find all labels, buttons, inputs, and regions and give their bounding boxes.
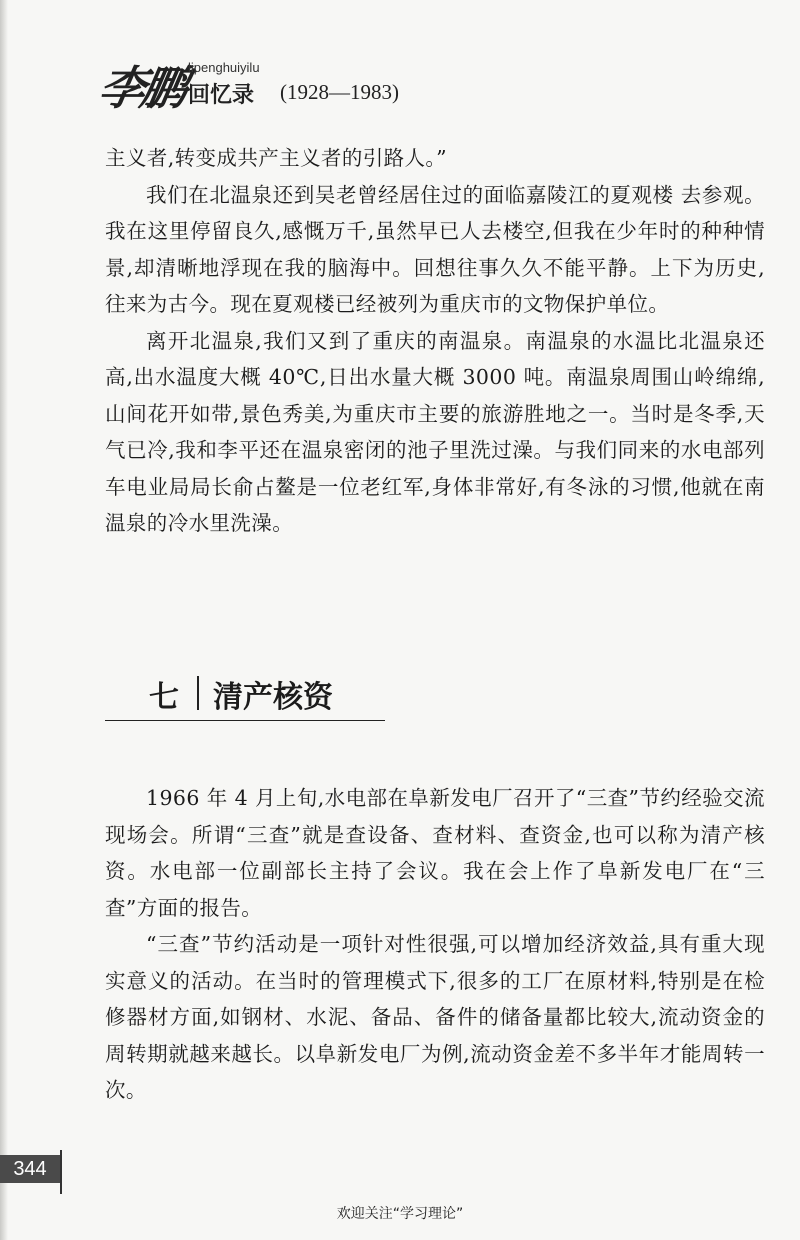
- header-subtitle: 回忆录: [188, 83, 255, 108]
- header-years: (1928—1983): [280, 80, 399, 104]
- section-title: 清产核资: [213, 680, 333, 715]
- page-number: 344: [0, 1155, 60, 1183]
- paragraph: 我们在北温泉还到吴老曾经居住过的面临嘉陵江的夏观楼 去参观。我在这里停留良久,感慨万千,虽然早已人去楼空,但我在少年时的种种情景,却清晰地浮现在我的脑海中。回想往事久久不能平静。上下为历史,往来为古今。现在夏观楼已经被列为重庆市的文物保护单位。: [105, 182, 765, 316]
- section-divider: [197, 676, 199, 710]
- page-edge-shadow: [0, 0, 8, 1240]
- paragraph: 离开北温泉,我们又到了重庆的南温泉。南温泉的水温比北温泉还高,出水温度大概 40℃,日出水量大概 3000 吨。南温泉周围山岭绵绵,山间花开如带,景色秀美,为重庆市主要的旅游胜地之一。当时是冬季,天气已冷,我和李平还在温泉密闭的池子里洗过澡。与我们同来的水电部列车电业局局长俞占鳌是一位老红军,身体非常好,有冬泳的习惯,他就在南温泉的冷水里洗澡。: [105, 328, 765, 535]
- paragraph: “三查”节约活动是一项针对性很强,可以增加经济效益,具有重大现实意义的活动。在当时的管理模式下,很多的工厂在原材料,特别是在检修器材方面,如钢材、水泥、备品、备件的储备量都比较大,流动资金的周转期就越来越长。以阜新发电厂为例,流动资金差不多半年才能周转一次。: [105, 932, 765, 1102]
- paragraph: 1966 年 4 月上旬,水电部在阜新发电厂召开了“三查”节约经验交流现场会。所谓“三查”就是查设备、查材料、查资金,也可以称为清产核资。水电部一位副部长主持了会议。我在会上作了阜新发电厂在“三查”方面的报告。: [105, 786, 765, 920]
- running-header: [94, 52, 520, 115]
- header-calligraphy-logo: 李鹏: [94, 61, 189, 115]
- header-pinyin: lipenghuiyilu: [188, 60, 260, 75]
- section-heading: [105, 668, 385, 721]
- body-text-bottom: [105, 780, 765, 1109]
- section-number: 七: [149, 680, 179, 715]
- paragraph: 主义者,转变成共产主义者的引路人。”: [105, 146, 447, 170]
- footer-watermark: 欢迎关注“学习理论”: [336, 1206, 464, 1222]
- body-text-top: [105, 140, 765, 542]
- page-number-rule: [60, 1150, 62, 1194]
